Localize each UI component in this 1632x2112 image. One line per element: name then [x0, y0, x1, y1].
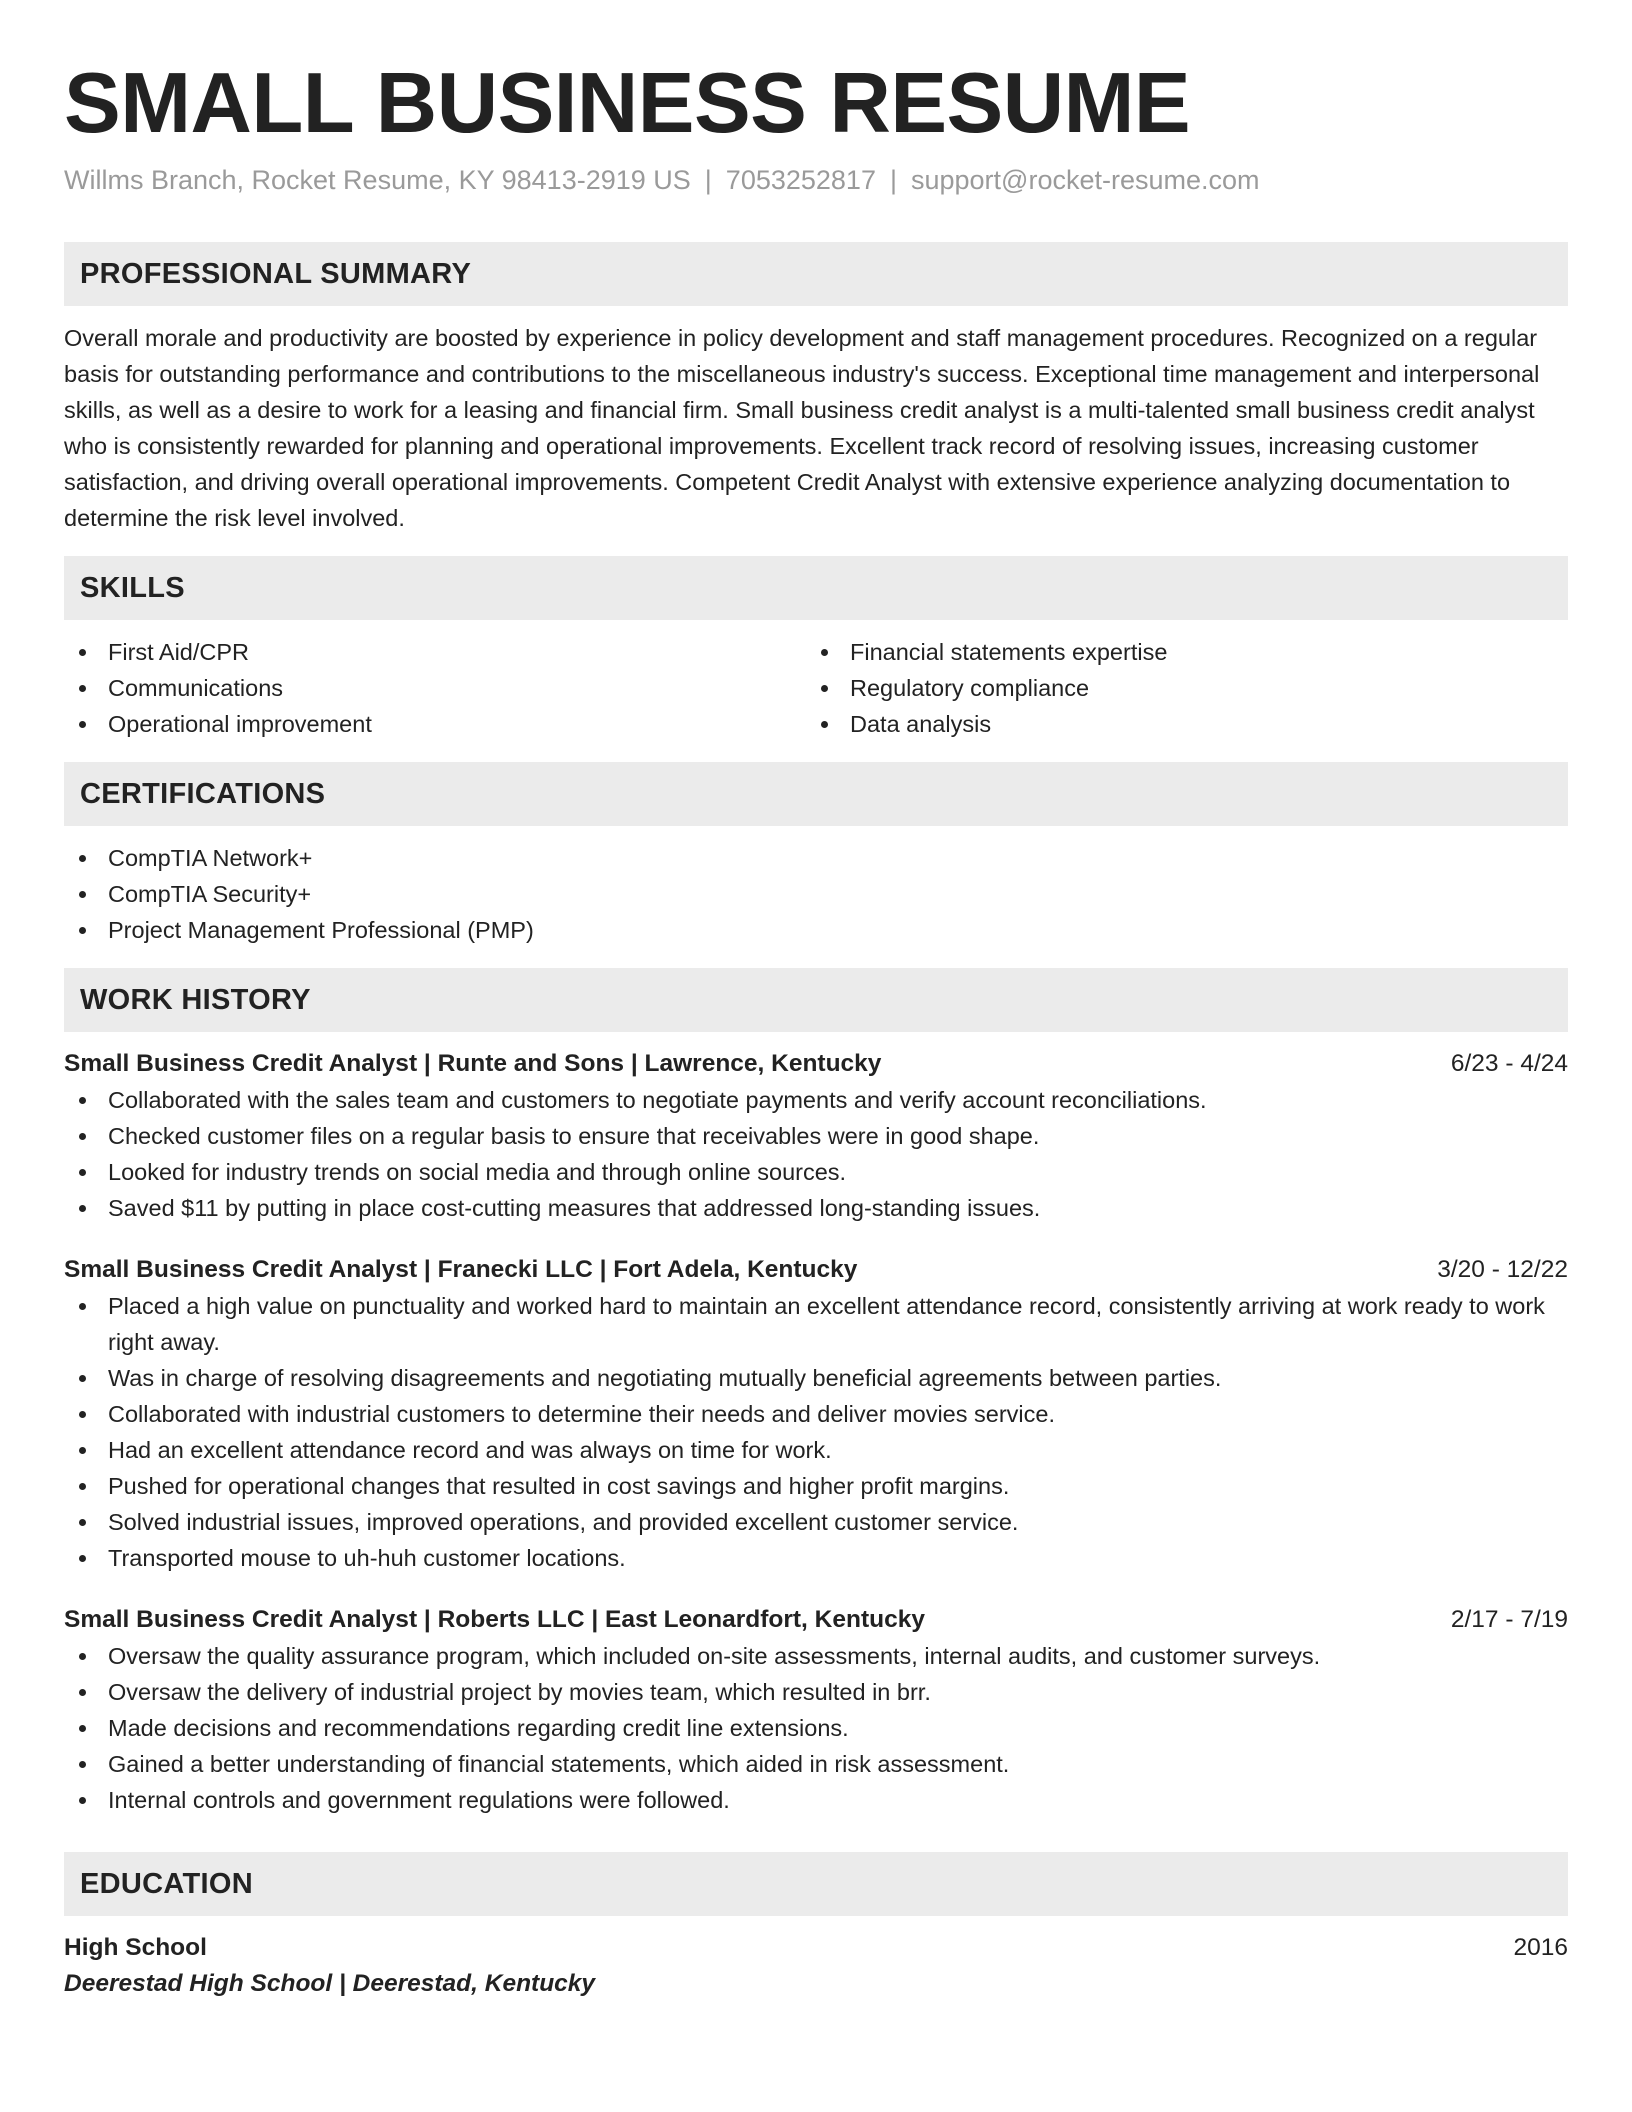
job-bullet	[64, 1504, 1568, 1540]
skill-item	[64, 670, 806, 706]
summary-text: Overall morale and productivity are boosted by experience in policy development and staff management procedures. Recognized on a regular basis for outstanding performance and contributions to the miscellaneous industry's success. Exceptional time management and interpersonal skills, as well as a desire to work for a leasing and financial firm. Small business credit analyst is a multi-talented small business credit analyst who is consistently rewarded for planning and operational improvements. Excellent track record of resolving issues, increasing customer satisfaction, and driving overall operational improvements. Competent Credit Analyst with extensive experience analyzing documentation to determine the risk level involved.	[64, 325, 1540, 531]
bullet-dot-icon	[79, 1725, 86, 1732]
job-bullets	[64, 1638, 1568, 1818]
list-item-text: Transported mouse to uh-huh customer locations.	[108, 1545, 626, 1571]
job-bullet	[64, 1540, 1568, 1576]
skill-item	[806, 634, 1548, 670]
job-title: Small Business Credit Analyst | Roberts LLC | East Leonardfort, Kentucky	[64, 1606, 925, 1633]
bullet-dot-icon	[79, 1689, 86, 1696]
education-year: 2016	[1513, 1934, 1568, 1961]
contact-phone: 7053252817	[725, 165, 876, 195]
bullet-dot-icon	[79, 1205, 86, 1212]
list-item-text: CompTIA Security+	[108, 881, 312, 907]
skill-item	[64, 706, 806, 742]
list-item-text: Collaborated with the sales team and customers to negotiate payments and verify account reconciliations.	[108, 1087, 1207, 1113]
education-degree: High School	[64, 1934, 207, 1961]
certification-item	[64, 840, 1568, 876]
job-bullet	[64, 1396, 1568, 1432]
skill-item	[806, 706, 1548, 742]
job-dates: 2/17 - 7/19	[1450, 1606, 1568, 1633]
bullet-dot-icon	[821, 649, 828, 656]
work-jobs	[64, 1046, 1568, 1818]
list-item-text: Communications	[108, 675, 284, 701]
job-title: Small Business Credit Analyst | Franecki LLC | Fort Adela, Kentucky	[64, 1256, 858, 1283]
certifications-list	[64, 840, 1568, 948]
bullet-dot-icon	[79, 1653, 86, 1660]
job-bullet	[64, 1782, 1568, 1818]
list-item-text: Was in charge of resolving disagreements and negotiating mutually beneficial agreements between parties.	[108, 1365, 1222, 1391]
education-row	[64, 1930, 1568, 1966]
list-item-text: Regulatory compliance	[850, 675, 1090, 701]
list-item-text: Had an excellent attendance record and was always on time for work.	[108, 1437, 832, 1463]
skill-item	[64, 634, 806, 670]
job-bullet	[64, 1360, 1568, 1396]
list-item-text: Internal controls and government regulations were followed.	[108, 1787, 730, 1813]
skills-column-left	[64, 634, 806, 742]
bullet-dot-icon	[79, 1375, 86, 1382]
education-school: Deerestad High School | Deerestad, Kentucky	[64, 1970, 596, 1997]
job-entry	[64, 1046, 1568, 1226]
skill-item	[806, 670, 1548, 706]
contact-address: Willms Branch, Rocket Resume, KY 98413-2919 US	[64, 165, 691, 195]
contact-line	[64, 162, 1568, 198]
certification-item	[64, 912, 1568, 948]
job-bullet	[64, 1710, 1568, 1746]
skills-grid	[64, 634, 1568, 742]
list-item-text: Solved industrial issues, improved operations, and provided excellent customer service.	[108, 1509, 1019, 1535]
job-title: Small Business Credit Analyst | Runte and Sons | Lawrence, Kentucky	[64, 1050, 882, 1077]
list-item-text: Collaborated with industrial customers to determine their needs and deliver movies service.	[108, 1401, 1055, 1427]
list-item-text: Operational improvement	[108, 711, 372, 737]
job-bullet	[64, 1288, 1568, 1360]
job-bullet	[64, 1638, 1568, 1674]
job-bullet	[64, 1674, 1568, 1710]
contact-separator: |	[889, 165, 897, 195]
job-bullet	[64, 1082, 1568, 1118]
list-item-text: CompTIA Network+	[108, 845, 313, 871]
job-header	[64, 1602, 1568, 1638]
bullet-dot-icon	[79, 649, 86, 656]
education-section	[64, 1852, 1568, 2002]
bullet-dot-icon	[79, 1133, 86, 1140]
list-item-text: Pushed for operational changes that resulted in cost savings and higher profit margins.	[108, 1473, 1010, 1499]
summary-section	[64, 242, 1568, 536]
job-entry	[64, 1252, 1568, 1576]
list-item-text: Data analysis	[850, 711, 992, 737]
bullet-dot-icon	[79, 1447, 86, 1454]
job-entry	[64, 1602, 1568, 1818]
bullet-dot-icon	[79, 891, 86, 898]
list-item-text: Made decisions and recommendations regarding credit line extensions.	[108, 1715, 849, 1741]
certifications-section	[64, 762, 1568, 948]
job-bullet	[64, 1468, 1568, 1504]
bullet-dot-icon	[79, 685, 86, 692]
bullet-dot-icon	[79, 1519, 86, 1526]
job-bullet	[64, 1154, 1568, 1190]
list-item-text: Oversaw the delivery of industrial project by movies team, which resulted in brr.	[108, 1679, 931, 1705]
job-bullets	[64, 1082, 1568, 1226]
job-bullets	[64, 1288, 1568, 1576]
list-item-text: Checked customer files on a regular basis to ensure that receivables were in good shape.	[108, 1123, 1040, 1149]
job-header	[64, 1046, 1568, 1082]
bullet-dot-icon	[821, 685, 828, 692]
bullet-dot-icon	[79, 1169, 86, 1176]
summary-heading: PROFESSIONAL SUMMARY	[64, 242, 1568, 306]
bullet-dot-icon	[79, 927, 86, 934]
bullet-dot-icon	[79, 1555, 86, 1562]
bullet-dot-icon	[821, 721, 828, 728]
certification-item	[64, 876, 1568, 912]
skills-column-right	[806, 634, 1548, 742]
list-item-text: First Aid/CPR	[108, 639, 250, 665]
bullet-dot-icon	[79, 1797, 86, 1804]
bullet-dot-icon	[79, 1761, 86, 1768]
bullet-dot-icon	[79, 1303, 86, 1310]
bullet-dot-icon	[79, 721, 86, 728]
work-heading: WORK HISTORY	[64, 968, 1568, 1032]
bullet-dot-icon	[79, 1097, 86, 1104]
job-bullet	[64, 1190, 1568, 1226]
contact-email: support@rocket-resume.com	[910, 165, 1260, 195]
list-item-text: Placed a high value on punctuality and worked hard to maintain an excellent attendance record, consistently arriving at work ready to work right away.	[108, 1293, 1545, 1355]
job-bullet	[64, 1432, 1568, 1468]
job-dates: 6/23 - 4/24	[1450, 1050, 1568, 1077]
education-heading: EDUCATION	[64, 1852, 1568, 1916]
job-dates: 3/20 - 12/22	[1437, 1256, 1568, 1283]
list-item-text: Financial statements expertise	[850, 639, 1168, 665]
list-item-text: Looked for industry trends on social media and through online sources.	[108, 1159, 847, 1185]
job-bullet	[64, 1746, 1568, 1782]
skills-list-right	[806, 634, 1548, 742]
bullet-dot-icon	[79, 855, 86, 862]
bullet-dot-icon	[79, 1483, 86, 1490]
list-item-text: Saved $11 by putting in place cost-cutting measures that addressed long-standing issues.	[108, 1195, 1041, 1221]
bullet-dot-icon	[79, 1411, 86, 1418]
list-item-text: Oversaw the quality assurance program, which included on-site assessments, internal audits, and customer surveys.	[108, 1643, 1321, 1669]
skills-heading: SKILLS	[64, 556, 1568, 620]
resume-title: SMALL BUSINESS RESUME	[64, 56, 1191, 151]
job-bullet	[64, 1118, 1568, 1154]
job-header	[64, 1252, 1568, 1288]
list-item-text: Project Management Professional (PMP)	[108, 917, 534, 943]
certifications-heading: CERTIFICATIONS	[64, 762, 1568, 826]
work-section	[64, 968, 1568, 1818]
contact-separator: |	[704, 165, 712, 195]
skills-section	[64, 556, 1568, 742]
list-item-text: Gained a better understanding of financial statements, which aided in risk assessment.	[108, 1751, 1010, 1777]
resume-content	[64, 58, 1568, 2002]
skills-list-left	[64, 634, 806, 742]
